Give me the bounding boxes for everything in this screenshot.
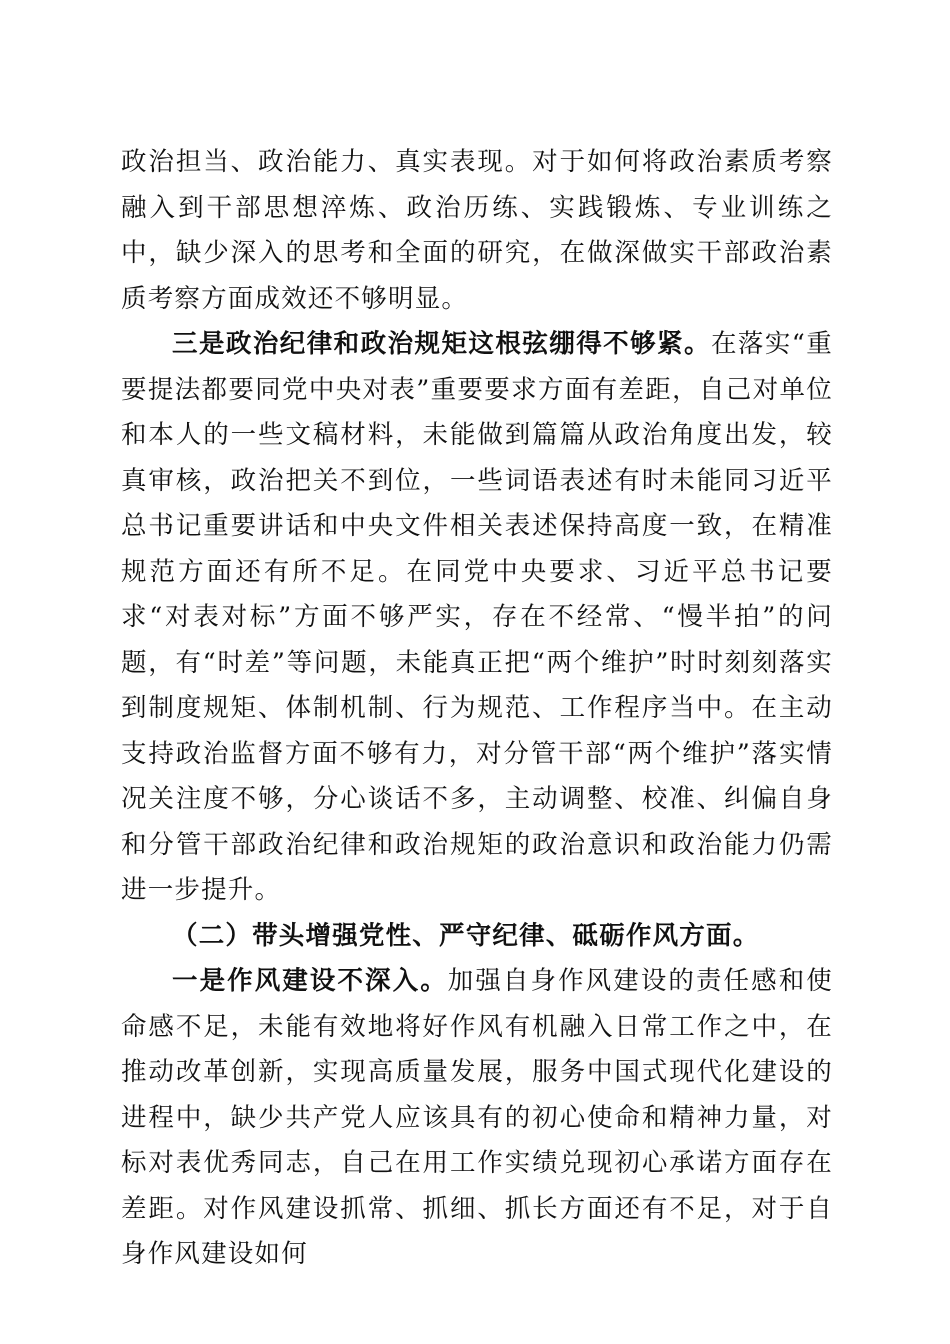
paragraph-text: 政治担当、政治能力、真实表现。对于如何将政治素质考察融入到干部思想淬炼、政治历练、实践锻炼、专业训练之中，缺少深入的思考和全面的研究，在做深做实干部政治素质考察方面成效还不够明显。 xyxy=(121,147,833,314)
paragraph-text: 加强自身作风建设的责任感和使命感不足，未能有效地将好作风有机融入日常工作之中，在推动改革创新，实现高质量发展，服务中国式现代化建设的进程中，缺少共产党人应该具有的初心使命和精神力量，对标对表优秀同志，自己在用工作实绩兑现初心承诺方面存在差距。对作风建设抓常、抓细、抓长方面还有不足，对于自身作风建设如何 xyxy=(121,966,833,1269)
section-heading-two xyxy=(121,914,833,960)
paragraph-heading: 三是政治纪律和政治规矩这根弦绷得不够紧。 xyxy=(172,329,711,359)
paragraph-heading: 一是作风建设不深入。 xyxy=(172,966,448,996)
paragraph-continuation xyxy=(121,140,833,322)
document-body xyxy=(121,140,833,1278)
paragraph-point-one xyxy=(121,959,833,1278)
section-heading-text: （二）带头增强党性、严守纪律、砥砺作风方面。 xyxy=(172,920,760,951)
paragraph-point-three xyxy=(121,322,833,914)
paragraph-text: 在落实“重要提法都要同党中央对表”重要要求方面有差距，自己对单位和本人的一些文稿材料，未能做到篇篇从政治角度出发，较真审核，政治把关不到位，一些词语表述有时未能同习近平总书记重要讲话和中央文件相关表述保持高度一致，在精准规范方面还有所不足。在同党中央要求、习近平总书记要求“对表对标”方面不够严实，存在不经常、“慢半拍”的问题，有“时差”等问题，未能真正把“两个维护”时时刻刻落实到制度规矩、体制机制、行为规范、工作程序当中。在主动支持政治监督方面不够有力，对分管干部“两个维护”落实情况关注度不够，分心谈话不多，主动调整、校准、纠偏自身和分管干部政治纪律和政治规矩的政治意识和政治能力仍需进一步提升。 xyxy=(121,329,833,905)
